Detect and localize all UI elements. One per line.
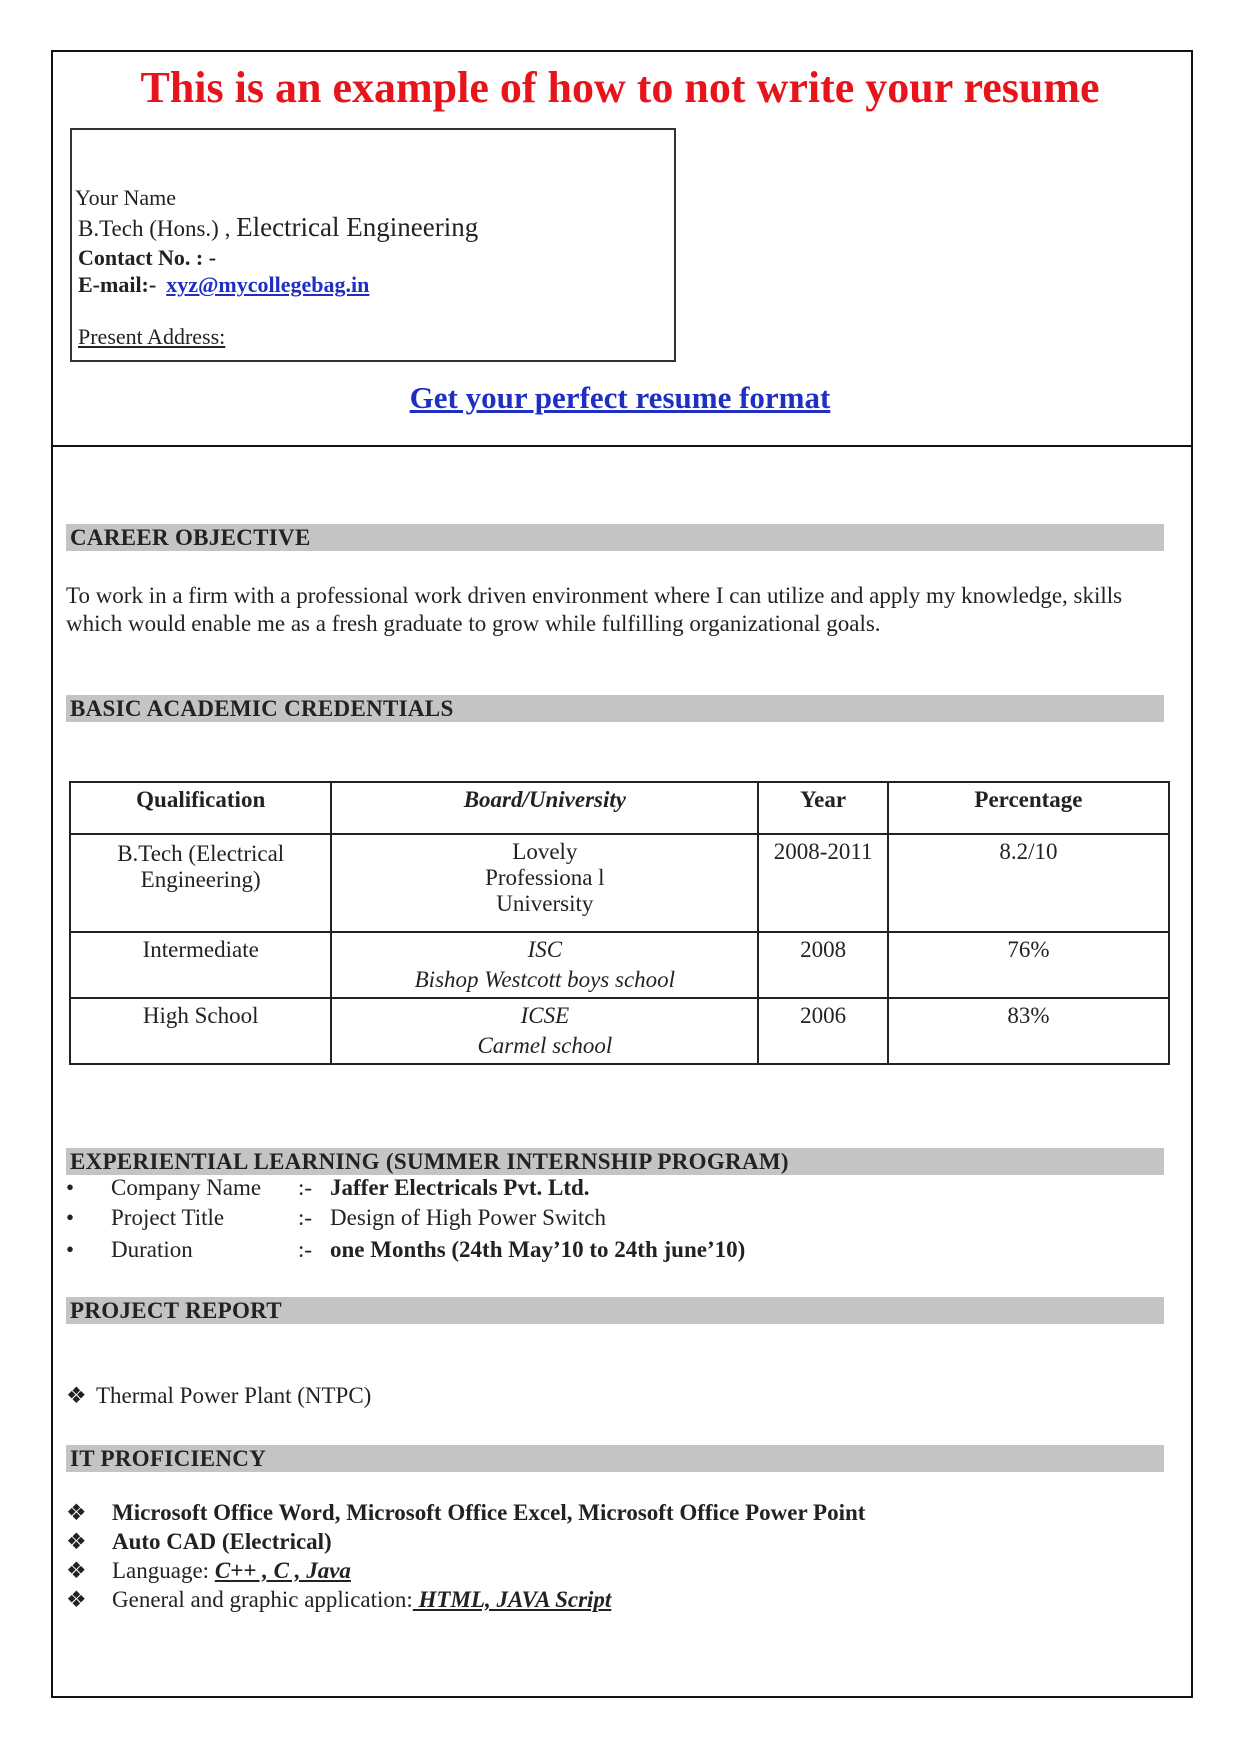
section-it-proficiency: IT PROFICIENCY [66, 1445, 1164, 1472]
column-header: Year [758, 782, 888, 834]
bullet-icon: • [66, 1175, 75, 1200]
academic-table [69, 781, 1170, 1065]
item-value: one Months (24th May’10 to 24th june’10) [330, 1237, 746, 1262]
diamond-bullet-icon: ❖ [66, 1529, 87, 1554]
item-text: Microsoft Office Word, Microsoft Office Excel, Microsoft Office Power Point [112, 1500, 866, 1525]
item-label: Company Name [111, 1175, 262, 1200]
board-cell [331, 998, 758, 1064]
item-text: Thermal Power Plant (NTPC) [96, 1383, 372, 1408]
email-label: E-mail:- [78, 272, 157, 297]
column-header: Percentage [888, 782, 1169, 834]
diamond-bullet-icon: ❖ [66, 1500, 87, 1525]
email-line [78, 272, 369, 298]
divider [51, 445, 1193, 447]
percentage-cell: 76% [888, 932, 1169, 998]
degree: B.Tech (Hons.) [78, 216, 219, 241]
table-row [70, 834, 1169, 932]
resume-format-link[interactable]: Get your perfect resume format [409, 380, 831, 415]
warning-banner: This is an example of how to not write your resume [140, 63, 1100, 112]
bullet-icon: • [66, 1205, 75, 1230]
column-header: Board/University [331, 782, 758, 834]
section-academic-credentials: BASIC ACADEMIC CREDENTIALS [66, 695, 1164, 722]
table-row [70, 932, 1169, 998]
contact-box [70, 128, 676, 362]
item-text [112, 1587, 611, 1613]
degree-line [78, 212, 478, 243]
item-text: Auto CAD (Electrical) [112, 1529, 332, 1554]
qualification-cell: Intermediate [70, 932, 331, 998]
item-prefix: General and graphic application: [112, 1587, 413, 1612]
qualification-cell: B.Tech (Electrical Engineering) [70, 834, 331, 932]
item-prefix: Language: [112, 1558, 215, 1583]
section-project-report: PROJECT REPORT [66, 1297, 1164, 1324]
item-value: Design of High Power Switch [330, 1205, 606, 1230]
section-internship: EXPERIENTIAL LEARNING (SUMMER INTERNSHIP PROGRAM) [66, 1148, 1164, 1175]
email-link[interactable]: xyz@mycollegebag.in [166, 272, 370, 297]
percentage-cell: 83% [888, 998, 1169, 1064]
board-name: ICSE [520, 1003, 570, 1028]
degree-separator: , [218, 216, 237, 241]
year-cell: 2008 [758, 932, 888, 998]
school-name: Carmel school [477, 1033, 613, 1058]
diamond-bullet-icon: ❖ [66, 1558, 87, 1583]
diamond-bullet-icon: ❖ [66, 1383, 87, 1408]
item-text [112, 1558, 351, 1584]
item-separator: :- [298, 1175, 313, 1200]
percentage-cell: 8.2/10 [888, 834, 1169, 932]
section-career-objective: CAREER OBJECTIVE [66, 524, 1164, 551]
item-label: Duration [111, 1237, 193, 1262]
table-row [70, 998, 1169, 1064]
table-header-row [70, 782, 1169, 834]
board-cell: Lovely Professiona l University [331, 834, 758, 932]
contact-number: Contact No. : - [78, 245, 217, 270]
candidate-name: Your Name [75, 185, 177, 210]
column-header: Qualification [70, 782, 331, 834]
present-address: Present Address: [78, 324, 226, 349]
item-highlight: HTML, JAVA Script [412, 1587, 612, 1612]
item-highlight: C++ , C , Java [214, 1558, 351, 1583]
degree-field: Electrical Engineering [236, 212, 479, 242]
qualification-cell: High School [70, 998, 331, 1064]
diamond-bullet-icon: ❖ [66, 1587, 87, 1612]
item-value: Jaffer Electricals Pvt. Ltd. [330, 1175, 590, 1200]
item-separator: :- [298, 1205, 313, 1230]
board-cell [331, 932, 758, 998]
school-name: Bishop Westcott boys school [414, 967, 676, 992]
year-cell: 2006 [758, 998, 888, 1064]
career-objective-text: To work in a firm with a professional work driven environment where I can utilize and apply my knowledge, skills which would enable me as a fresh graduate to grow while fulfilling organizational goals. [66, 583, 1123, 636]
item-separator: :- [298, 1237, 313, 1262]
item-label: Project Title [111, 1205, 225, 1230]
bullet-icon: • [66, 1237, 75, 1262]
year-cell: 2008-2011 [758, 834, 888, 932]
board-name: ISC [527, 937, 563, 962]
